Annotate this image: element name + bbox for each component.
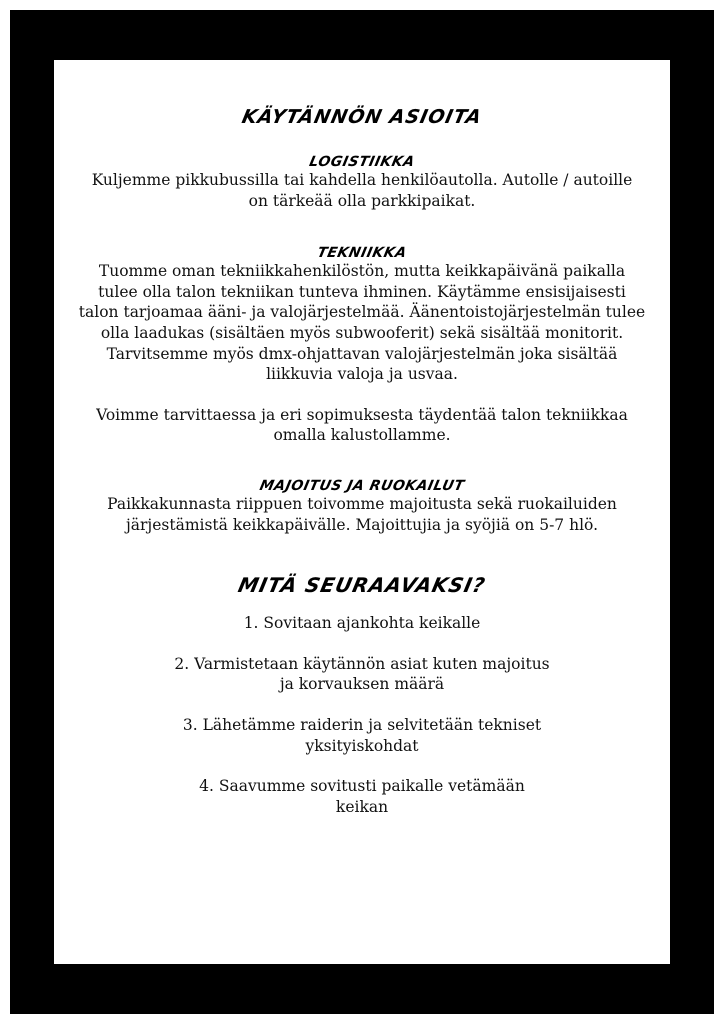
section-heading-technology: TEKNIIKKA xyxy=(315,245,409,262)
document-content xyxy=(54,106,670,817)
section-text-accommodation: Paikkakunnasta riippuen toivomme majoitusta sekä ruokailuiden järjestämistä keikkapäivälle. Majoittujia ja syöjiä on 5-7 hlö. xyxy=(107,494,617,534)
page-title: KÄYTÄNNÖN ASIOITA xyxy=(239,106,485,128)
black-frame xyxy=(10,10,714,1014)
list-item: 4. Saavumme sovitusti paikalle vetämään keikan xyxy=(199,777,525,816)
next-steps-heading: MITÄ SEURAAVAKSI? xyxy=(236,573,488,598)
list-item: 3. Lähetämme raiderin ja selvitetään tekniset yksityiskohdat xyxy=(182,715,542,755)
section-text-technology-extra: Voimme tarvittaessa ja eri sopimuksesta täydentää talon tekniikkaa omalla kalustollamme. xyxy=(96,405,628,445)
section-heading-logistics: LOGISTIIKKA xyxy=(307,154,417,170)
document-page xyxy=(54,60,670,964)
section-text-logistics: Kuljemme pikkubussilla tai kahdella henkilöautolla. Autolle / autoille on tärkeää olla parkkipaikat. xyxy=(91,171,633,210)
section-heading-accommodation: MAJOITUS JA RUOKAILUT xyxy=(258,477,466,494)
section-text-technology: Tuomme oman tekniikkahenkilöstön, mutta keikkapäivänä paikalla tulee olla talon tekniikan tunteva ihminen. Käytämme ensisijaisesti talon tarjoamaa ääni- ja valojärjestelmää. Äänentoistojärjestelmän tulee olla laadukas (sisältäen myös subwooferit) sekä sisältää monitorit. Tarvitsemme myös dmx-ohjattavan valojärjestelmän joka sisältää liikkuvia valoja ja usvaa. xyxy=(78,262,646,384)
next-steps-list xyxy=(54,613,670,817)
list-item: 1. Sovitaan ajankohta keikalle xyxy=(243,614,481,633)
list-item: 2. Varmistetaan käytännön asiat kuten majoitus ja korvauksen määrä xyxy=(174,654,550,694)
